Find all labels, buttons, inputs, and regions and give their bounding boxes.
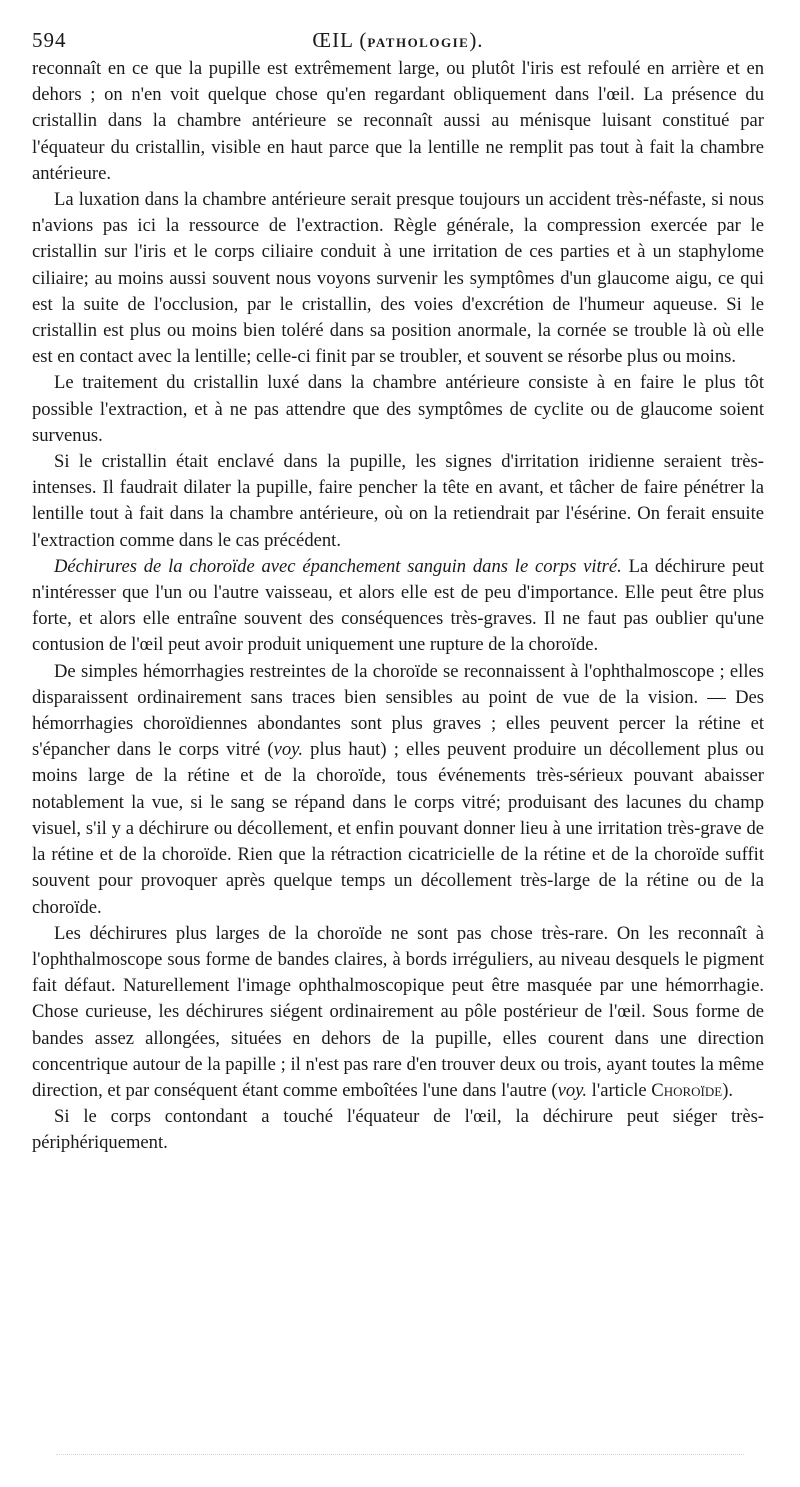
paragraph-dechirures-larges [32, 921, 764, 1104]
paragraph-hemorrhagies-b: plus haut) ; elles peuvent produire un décollement plus ou moins large de la rétine et de la choroïde, tous événements très-sérieux pouvant abaisser notablement la vue, si le sang se répand dans le corps vitré; produisant des lacunes du champ visuel, s'il y a déchirure ou décollement, et enfin pouvant donner lieu à une irritation très-grave de la rétine et de la choroïde. Rien que la rétraction cicatricielle de la rétine et de la choroïde suffit souvent pour provoquer après quelque temps un décollement très-large de la rétine ou de la choroïde. [32, 739, 764, 918]
running-title-open: ( [359, 28, 368, 52]
paragraph-larges-c: ). [722, 1079, 734, 1101]
paragraph-continuation: reconnaît en ce que la pupille est extrêmement large, ou plutôt l'iris est refoulé en arrière et en dehors ; on n'en voit quelque chose qu'en regardant obliquement dans l'œil. La présence du cristallin dans la chambre antérieure se reconnaît aussi au ménisque luisant constitué par l'équateur du cristallin, visible en haut parce que la lentille ne remplit pas tout à fait la chambre antérieure. [32, 58, 764, 184]
running-title-subtitle: PATHOLOGIE [367, 35, 470, 50]
paragraph-hemorrhagies [32, 659, 764, 921]
running-title-main: ŒIL [312, 28, 354, 52]
running-title-close: ). [469, 28, 484, 52]
paragraph-larges-b: l'article [587, 1079, 652, 1101]
paragraph-dechirures-heading [32, 554, 764, 659]
voy-reference: voy. [273, 739, 303, 761]
body-text [32, 56, 764, 1157]
paragraph-hemorrhagies-a: De simples hémorrhagies restreintes de la choroïde se reconnaissent à l'ophthalmoscope ; elles disparaissent ordinairement sans traces bien sensibles au point de vue de la vision. — Des hémorrhagies choroïdiennes abondantes sont plus graves ; elles peuvent percer la rétine et s'épancher dans le corps vitré ( [32, 660, 764, 761]
paragraph-traitement: Le traitement du cristallin luxé dans la chambre antérieure consiste à en faire le plus tôt possible l'extraction, et à ne pas attendre que des symptômes de cyclite ou de glaucome soient survenus. [32, 372, 764, 446]
paragraph-enclave: Si le cristallin était enclavé dans la pupille, les signes d'irritation iridienne seraient très-intenses. Il faudrait dilater la pupille, faire pencher la tête en avant, et tâcher de faire pénétrer la lentille tout à fait dans la chambre antérieure, où on la retiendrait par l'ésérine. On ferait ensuite l'extraction comme dans le cas précédent. [32, 451, 764, 551]
section-heading-dechirures: Déchirures de la choroïde avec épanchement sanguin dans le corps vitré. [54, 555, 622, 577]
page-number: 594 [32, 28, 67, 52]
voy-reference: voy. [557, 1079, 588, 1101]
running-header [32, 0, 764, 56]
paragraph-larges-a: Les déchirures plus larges de la choroïde ne sont pas chose très-rare. On les reconnaît à l'ophthalmoscope sous forme de bandes claires, à bords irréguliers, au niveau desquels le pigment fait défaut. Naturellement l'image ophthalmoscopique peut être masquée par une hémorrhagie. Chose curieuse, les déchirures siégent ordinairement au pôle postérieur de l'œil. Sous forme de bandes assez allongées, situées en dehors de la pupille, elles courent dans une direction concentrique autour de la papille ; il n'est pas rare d'en trouver deux ou trois, ayant toutes la même direction, et par conséquent étant comme emboîtées l'une dans l'autre ( [32, 922, 764, 1101]
paragraph-dechirures-text: La déchirure peut n'intéresser que l'un ou l'autre vaisseau, et alors elle est de peu d'importance. Elle peut être plus forte, et alors elle entraîne souvent des conséquences très-graves. Il ne faut pas oublier qu'une contusion de l'œil peut avoir produit uniquement une rupture de la choroïde. [32, 555, 764, 656]
paragraph-luxation: La luxation dans la chambre antérieure serait presque toujours un accident très-néfaste, si nous n'avions pas ici la ressource de l'extraction. Règle générale, la compression exercée par le cristallin sur l'iris et le corps ciliaire conduit à une irritation de ces parties et à un staphylome ciliaire; au moins aussi souvent nous voyons survenir les symptômes d'un glaucome aigu, ce qui est la suite de l'occlusion, par le cristallin, des voies d'excrétion de l'humeur aqueuse. Si le cristallin est plus ou moins bien toléré dans sa position anormale, la cornée se trouble là où elle est en contact avec la lentille; celle-ci finit par se troubler, et souvent se résorbe plus ou moins. [32, 189, 764, 368]
cross-reference-choroide: Choroïde [651, 1079, 723, 1101]
footer-bleed-through [56, 1454, 744, 1459]
paragraph-peripherique: Si le corps contondant a touché l'équateur de l'œil, la déchirure peut siéger très-périphériquement. [32, 1106, 764, 1154]
running-title [32, 28, 764, 53]
